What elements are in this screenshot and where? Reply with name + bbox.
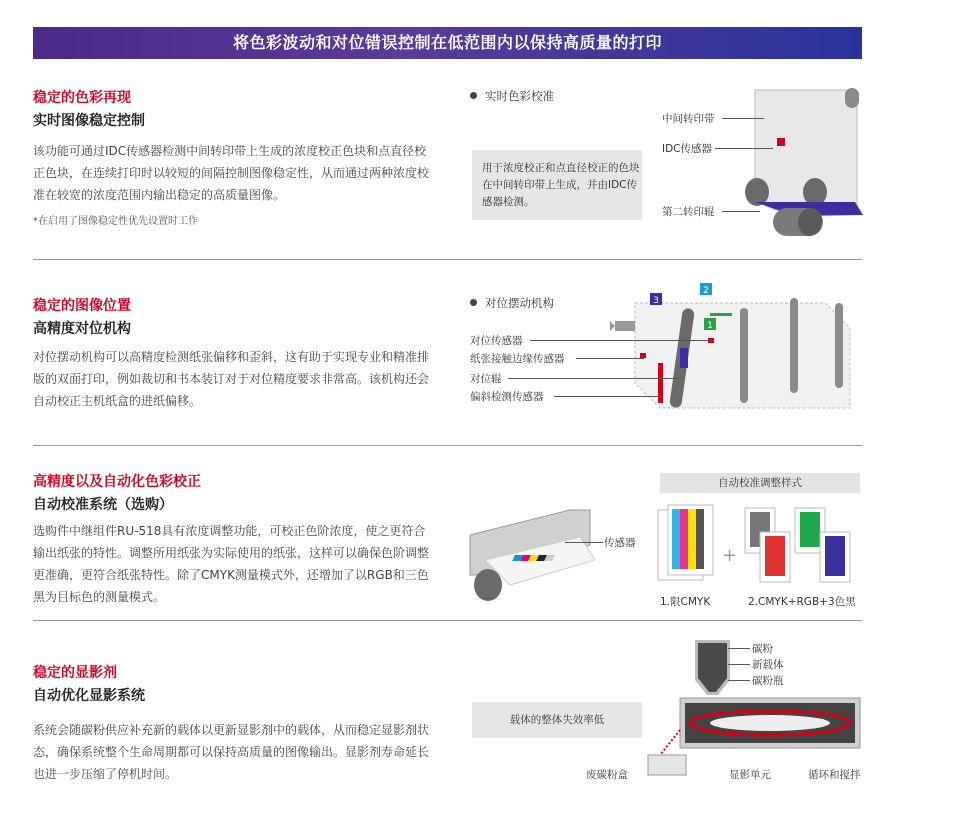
step-number: 2 bbox=[703, 286, 709, 296]
label-sensor: 传感器 bbox=[604, 537, 636, 549]
option2-label: 2.CMYK+RGB+3色黑 bbox=[748, 596, 856, 608]
leader-line bbox=[722, 118, 764, 119]
transfer-belt-illustration bbox=[735, 80, 865, 250]
label-toner-bottle: 碳粉瓶 bbox=[752, 675, 784, 687]
section-title: 稳定的色彩再现 bbox=[33, 90, 131, 106]
plus-sign: + bbox=[722, 545, 738, 566]
section-subtitle: 自动校准系统（选购） bbox=[33, 497, 173, 513]
diagram-heading: 实时色彩校准 bbox=[470, 88, 554, 104]
page-banner: 将色彩波动和对位错误控制在低范围内以保持高质量的打印 bbox=[33, 27, 862, 59]
label-new-carrier: 新载体 bbox=[752, 659, 784, 671]
label-skew-sensor: 偏斜检测传感器 bbox=[470, 391, 544, 403]
label-circulation: 循环和搅拌 bbox=[808, 769, 861, 781]
diagram-caption: 用于浓度校正和点直径校正的色块在中间转印带上生成，并由IDC传感器检测。 bbox=[482, 162, 640, 208]
step-number: 3 bbox=[653, 296, 659, 306]
label-toner: 碳粉 bbox=[752, 643, 773, 655]
leader-line bbox=[728, 680, 750, 681]
section-subtitle: 高精度对位机构 bbox=[33, 321, 131, 337]
section-title: 稳定的显影剂 bbox=[33, 665, 117, 681]
label-edge-sensor: 纸张接触边缘传感器 bbox=[470, 353, 565, 365]
label-idc-sensor: IDC传感器 bbox=[662, 143, 713, 155]
section-title: 高精度以及自动化色彩校正 bbox=[33, 474, 201, 490]
leader-line bbox=[554, 396, 660, 397]
section-subtitle: 自动优化显影系统 bbox=[33, 688, 145, 704]
diagram-heading: 对位摆动机构 bbox=[470, 295, 554, 311]
label-registration-roller: 对位辊 bbox=[470, 373, 502, 385]
section-body: 系统会随碳粉供应补充新的载体以更新显影剂中的载体，从而稳定显影剂状态，确保系统整个生命周期都可以保持高质量的图像输出。显影剂寿命延长也进一步压缩了停机时间。 bbox=[33, 723, 430, 781]
section-title: 稳定的图像位置 bbox=[33, 298, 131, 314]
label-waste-toner-box: 废碳粉盒 bbox=[586, 769, 628, 781]
leader-line bbox=[722, 211, 760, 212]
leader-line bbox=[508, 378, 678, 379]
leader-line bbox=[728, 648, 750, 649]
calibration-header: 自动校准调整样式 bbox=[660, 473, 860, 493]
section-note: *在启用了图像稳定性优先设置时工作 bbox=[33, 216, 198, 227]
section-divider bbox=[33, 259, 862, 260]
rgb-chart-option2 bbox=[745, 500, 860, 590]
option1-label: 1.限CMYK bbox=[660, 596, 711, 608]
section-body: 该功能可通过IDC传感器检测中间转印带上生成的浓度校正色块和点直径校正色块，在连续打印时以较短的间隔控制图像稳定性，从而通过两种浓度校准在较宽的浓度范围内输出稳定的高质量图像。 bbox=[33, 144, 430, 202]
leader-line bbox=[715, 148, 773, 149]
carrier-caption: 载体的整体失效率低 bbox=[509, 714, 605, 726]
leader-line bbox=[530, 340, 710, 341]
section-divider bbox=[33, 445, 862, 446]
leader-line bbox=[728, 664, 750, 665]
label-developer-unit: 显影单元 bbox=[729, 769, 771, 781]
step-number: 1 bbox=[707, 321, 713, 331]
section-body: 对位摆动机构可以高精度检测纸张偏移和歪斜，这有助于实现专业和精准排版的双面打印，例如裁切和书本装订对于对位精度要求非常高。该机构还会自动校正主机纸盒的进纸偏移。 bbox=[33, 350, 430, 408]
label-registration-sensor: 对位传感器 bbox=[470, 335, 523, 347]
label-intermediate-belt: 中间转印带 bbox=[662, 113, 715, 125]
leader-line bbox=[576, 358, 644, 359]
leader-line bbox=[565, 542, 603, 543]
diagram-caption-box bbox=[472, 150, 642, 220]
registration-mechanism-illustration bbox=[610, 283, 860, 413]
cmyk-chart-option1 bbox=[658, 505, 713, 585]
calibration-device-illustration bbox=[470, 505, 610, 605]
section-subtitle: 实时图像稳定控制 bbox=[33, 113, 145, 129]
section-divider bbox=[33, 620, 862, 621]
section-body: 选购件中继组件RU-518具有浓度调整功能，可校正色阶浓度，使之更符合输出纸张的特性。调整所用纸张为实际使用的纸张，这样可以确保色阶调整更准确，更符合纸张特性。除了CMYK测量模式外，还增加了以RGB和三色黑为目标色的测量模式。 bbox=[33, 524, 430, 604]
label-second-transfer-roller: 第二转印辊 bbox=[662, 206, 715, 218]
carrier-caption-box bbox=[472, 702, 642, 738]
